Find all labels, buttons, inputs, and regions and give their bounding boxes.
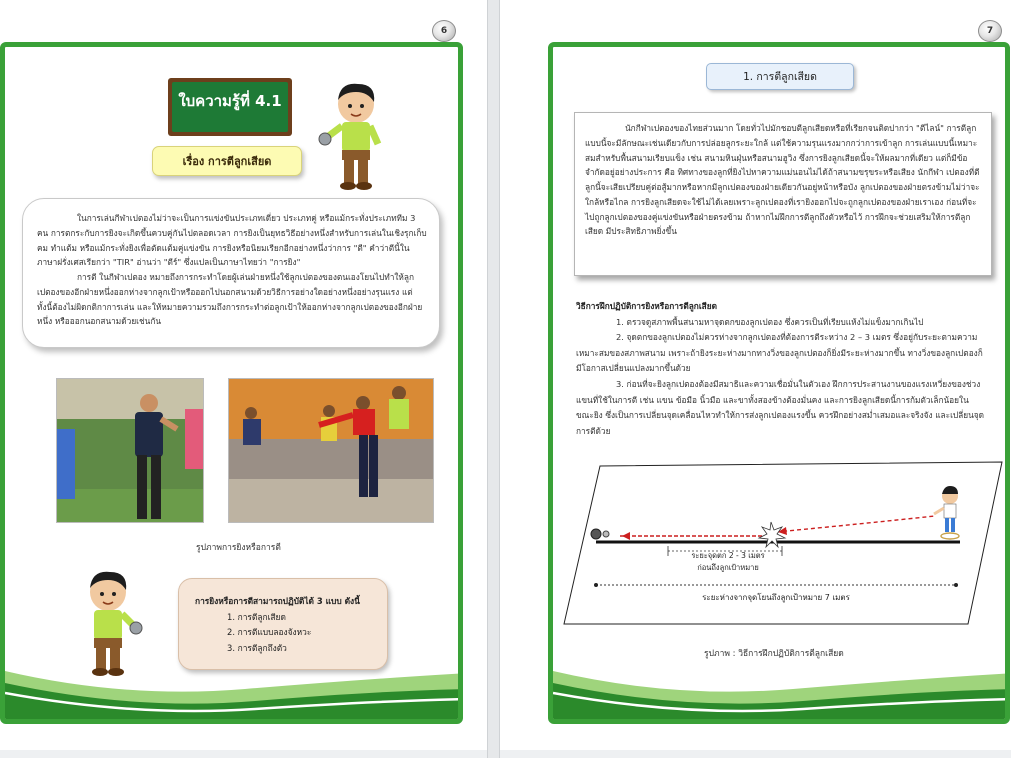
bubble-item: 1. การตีลูกเสียด [227, 611, 286, 622]
bubble-item: 3. การตีลูกถึงตัว [227, 642, 287, 653]
intro-box: นักกีฬาเปตองของไทยส่วนมาก โดยทั่วไปมักชอบตีลูกเสียดหรือที่เรียกจนติดปากว่า "ตีไลน์" การตีลูกแบบนี้จะมีลักษณะเช่นเดียวกับการปล่อยลูกระยะใกล้ แต่ใช้ความรุนแรงมากกว่าการเข้าลูก การเล่นแบบนี้เหมาะสมสำหรับพื้นสนามเรียบแข็ง เช่น สนามหินฝุ่นหรือสนามฮูวิง ซึ่งการยิงลูกเสียดนี้จะให้ผลมากที่เดียว แต่ก็มีข้อจำกัดอยู่อย่างประการ คือ ทิศทางของลูกที่ยิงไปหาความแม่นอนไม่ได้ถ้าสนามขรุขระหรือเสียง นักกีฬา เปตองที่ตีลูกนี้จะเสียเปรียบคู่ต่อสู้มากหรือหากมีลูกเปตองของฝ่ายเดียวกันอยู่หน้าหรือบัง ลูกเปตองของฝ่ายตรงข้ามไม่ว่าจะใกล้หรือไกล การยิงลูกเสียดจะใช้ไม่ได้เลยเพราะลูกเปตองที่เรายิงออกไปจะถูกลูกเปตองของฝ่ายเราเอง ก่อนที่จะไปถูกลูกเปตองของคู่แข่งขันหรือฝ่ายตรงข้าม ถ้าหากไม่ฝึกการตีลูกถึงตัวหรือไว้ การฝึกจะช่วยเสริมให้การตีลูกเสียด มีประสิทธิภาพยิ่งขึ้น [574, 112, 992, 276]
step-item: 2. จุดตกของลูกเปตองไม่ควรห่างจากลูกเปตองที่ต้องการตีระหว่าง 2 – 3 เมตร ซึ่งอยู่กับระยะตามความเหมาะสมของสภาพสนาม เพราะถ้ายิงระยะห่างมากทางวิ่งของลูกเปตองก็ยิ่งมีระยะห่างมากขึ้น ทางวิ่งของลูกเปตองก็มีโอกาสเปลี่ยนแปลงมากขึ้นด้วย [576, 332, 983, 374]
intro-paragraph: การตี ในกีฬาเปตอง หมายถึงการกระทำโดยผู้เล่นฝ่ายหนึ่งใช้ลูกเปตองของตนเองโยนไปทำให้ลูกเปตองของอีกฝ่ายหนึ่งออกห่างจากลูกเป้าหรือออกไปนอกสนามด้วยวิธีการอย่างใดอย่างหนึ่งอย่างรุนแรง แต่ทั้งนี้ต้องไม่ผิดกติกาการเล่น และให้หมายความรวมถึงการกระทำต่อลูกเป้าให้ออกห่างจากลูกเปตองของอีกฝ่ายหนึ่ง หรือออกนอกสนามด้วยเช่นกัน [37, 272, 423, 327]
section-heading: 1. การตีลูกเสียด [706, 63, 854, 90]
topic-banner: เรื่อง การตีลูกเสียด [152, 146, 302, 176]
bubble-title: การยิงหรือการตีสามารถปฏิบัติได้ 3 แบบ ดังนี้ [195, 596, 360, 606]
page-number: 7 [978, 20, 1002, 42]
green-wave-decoration [553, 659, 1010, 719]
board-title-text: ใบความรู้ที่ 4.1 [172, 82, 288, 132]
cartoon-boy-pointing [78, 568, 146, 678]
page-number: 6 [432, 20, 456, 42]
photo-man-throwing [56, 378, 204, 523]
speech-bubble [178, 578, 388, 670]
intro-card [22, 198, 440, 348]
cartoon-boy-holding-ball [318, 80, 390, 192]
chalkboard-title [168, 78, 292, 136]
page-left [0, 0, 487, 750]
step-item: 3. ก่อนที่จะยิงลูกเปตองต้องมีสมาธิและความเชื่อมั่นในตัวเอง ฝึกการประสานงานของแรงเหวี่ยงของช่วงแขนที่ใช้ในการตี เช่น แขน ข้อมือ นิ้วมือ และขาทั้งสองข้างต้องมั่นคง และการยิงลูกเสียดนี้การก้มตัวเล็กน้อยในขณะยิง ซึ่งเป็นการเปลี่ยนจุดเคลื่อนไหวทำให้การส่งลูกเปตองแรงขึ้น ควรฝึกอย่างสม่ำเสมอและจริงจัง และเปลี่ยนจุดการตีด้วย [576, 378, 985, 436]
short-distance-sublabel: ก่อนถึงลูกเป้าหมาย [697, 563, 759, 572]
photo-boy-throwing [228, 378, 434, 523]
bubble-item: 2. การตีแบบลองจังหวะ [227, 627, 312, 638]
photo-caption: รูปภาพการยิงหรือการตี [196, 543, 281, 553]
method-steps [576, 299, 986, 439]
page-gutter [487, 0, 500, 758]
short-distance-label: ระยะจุดตก 2 - 3 เมตร [691, 551, 765, 560]
throwing-diagram [560, 460, 1005, 630]
intro-paragraph: ในการเล่นกีฬาเปตองไม่ว่าจะเป็นการแข่งขันประเภทเดี่ยว ประเภทคู่ หรือแม้กระทั่งประเภททีม 3 คน การตกระกับการยิงจะเกิดขึ้นควบคู่กันไปตลอดเวลา การยิงเป็นยุทธวิธีอย่างหนึ่งสำหรับการเล่นในเชิงรุกเก็บคม ทำแต้ม หรือแม้กระทั่งยิงเพื่อตัดแต้มคู่แข่งขัน การยิงหรือนิยมเรียกอีกอย่างหนึ่งว่าการ "ตี" คำว่าตีนี้ในภาษาฝรั่งเศสเรียกว่า "TIR" อ่านว่า "ตีร์" ซึ่งแปลเป็นภาษาไทยว่า "การยิง" [37, 213, 427, 268]
method-title: วิธีการฝึกปฏิบัติการยิงหรือการตีลูกเสียด [576, 301, 717, 311]
diagram-caption: รูปภาพ : วิธีการฝึกปฏิบัติการตีลูกเสียด [704, 649, 844, 659]
step-item: 1. ตรวจดูสภาพพื้นสนามหาจุดตกของลูกเปตอง ซึ่งควรเป็นที่เรียบแห้งไม่แข็งมากเกินไป [616, 316, 924, 327]
long-distance-label: ระยะห่างจากจุดโยนถึงลูกเป้าหมาย 7 เมตร [702, 593, 850, 602]
